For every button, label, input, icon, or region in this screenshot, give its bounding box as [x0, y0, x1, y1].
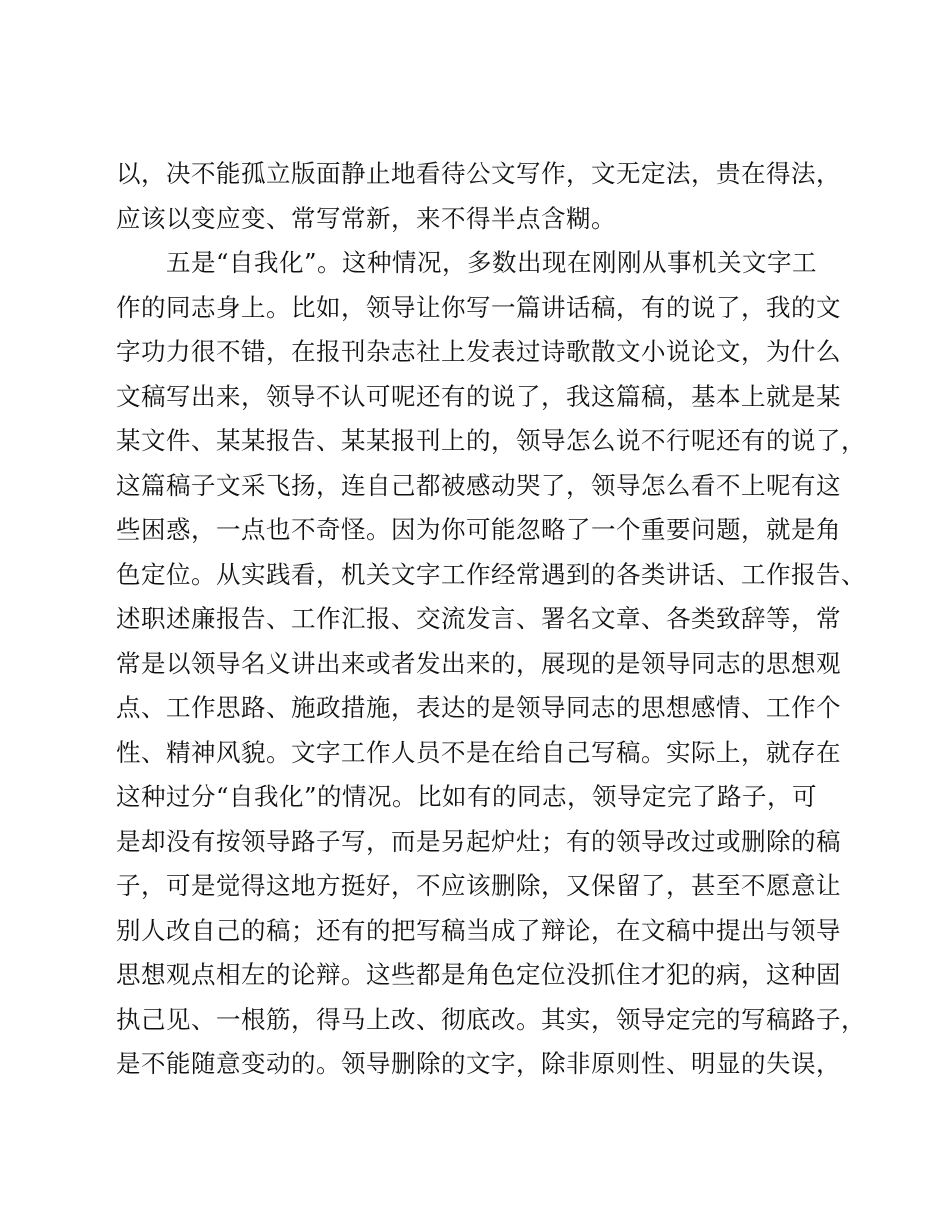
- text-line: 色定位。从实践看，机关文字工作经常遇到的各类讲话、工作报告、: [116, 559, 866, 589]
- text-line: 应该以变应变、常写常新，来不得半点含糊。: [116, 203, 616, 233]
- text-line: 五是“自我化”。这种情况，多数出现在刚刚从事机关文字工: [116, 248, 818, 277]
- text-line: 这种过分“自我化”的情况。比如有的同志，领导定完了路子，可: [116, 782, 818, 811]
- text-line: 这篇稿子文采飞扬，连自己都被感动哭了，领导怎么看不上呢有这: [116, 470, 841, 500]
- text-line: 以，决不能孤立版面静止地看待公文写作，文无定法，贵在得法，: [116, 159, 841, 188]
- body-text: [116, 152, 866, 1087]
- text-line: 某文件、某某报告、某某报刊上的，领导怎么说不行呢还有的说了，: [116, 426, 866, 455]
- text-line: 是不能随意变动的。领导删除的文字，除非原则性、明显的失误，: [116, 1049, 841, 1078]
- text-line: 别人改自己的稿；还有的把写稿当成了辩论，在文稿中提出与领导: [116, 915, 841, 945]
- text-line: 思想观点相左的论辩。这些都是角色定位没抓住才犯的病，这种固: [116, 960, 841, 989]
- text-line: 常是以领导名义讲出来或者发出来的，展现的是领导同志的思想观: [116, 648, 841, 678]
- text-line: 些困惑，一点也不奇怪。因为你可能忽略了一个重要问题，就是角: [116, 515, 841, 544]
- text-line: 是却没有按领导路子写，而是另起炉灶；有的领导改过或删除的稿: [116, 826, 841, 856]
- text-line: 文稿写出来，领导不认可呢还有的说了，我这篇稿，基本上就是某: [116, 381, 841, 411]
- text-line: 性、精神风貌。文字工作人员不是在给自己写稿。实际上，就存在: [116, 737, 841, 767]
- text-line: 作的同志身上。比如，领导让你写一篇讲话稿，有的说了，我的文: [116, 292, 841, 322]
- text-line: 点、工作思路、施政措施，表达的是领导同志的思想感情、工作个: [116, 693, 841, 722]
- text-line: 执己见、一根筋，得马上改、彻底改。其实，领导定完的写稿路子，: [116, 1004, 866, 1034]
- text-line: 字功力很不错，在报刊杂志社上发表过诗歌散文小说论文，为什么: [116, 337, 841, 366]
- text-line: 子，可是觉得这地方挺好，不应该删除，又保留了，甚至不愿意让: [116, 871, 841, 900]
- text-line: 述职述廉报告、工作汇报、交流发言、署名文章、各类致辞等，常: [116, 604, 841, 633]
